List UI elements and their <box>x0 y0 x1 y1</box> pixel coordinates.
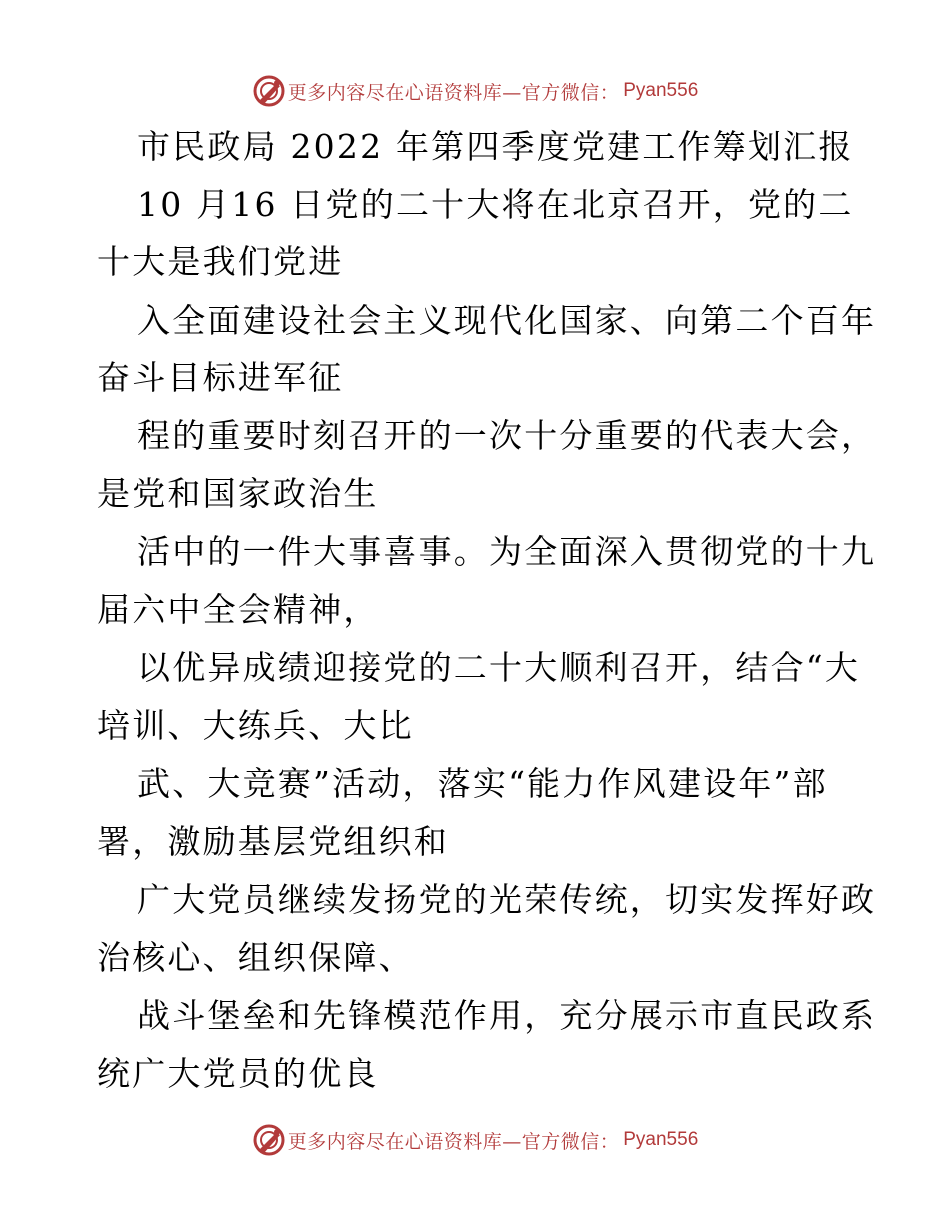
paragraph-line: 战斗堡垒和先锋模范作用，充分展示市直民政系 <box>137 996 877 1035</box>
header-watermark-banner <box>0 71 950 111</box>
paragraph-line: 入全面建设社会主义现代化国家、向第二个百年 <box>137 301 877 340</box>
header-wechat-id: Pyan556 <box>623 80 699 101</box>
paragraph-line: 程的重要时刻召开的一次十分重要的代表大会， <box>137 416 877 455</box>
paragraph-line: 署，激励基层党组织和 <box>97 822 449 861</box>
paragraph-line: 是党和国家政治生 <box>97 474 379 513</box>
paragraph-line: 以优异成绩迎接党的二十大顺利召开，结合“大 <box>137 648 861 687</box>
document-title: 市民政局 2022 年第四季度党建工作筹划汇报 <box>137 127 854 166</box>
paragraph-line: 统广大党员的优良 <box>97 1054 379 1093</box>
header-banner-text: 更多内容尽在心语资料库—官方微信： <box>287 81 620 104</box>
paragraph-line: 奋斗目标进军征 <box>97 358 344 397</box>
paragraph-line: 培训、大练兵、大比 <box>97 706 414 745</box>
footer-banner-text: 更多内容尽在心语资料库—官方微信： <box>287 1130 620 1153</box>
paragraph-line: 活中的一件大事喜事。为全面深入贯彻党的十九 <box>137 532 877 571</box>
paragraph-line: 治核心、组织保障、 <box>97 938 414 977</box>
paragraph-line: 武、大竞赛”活动，落实“能力作风建设年”部 <box>137 764 828 803</box>
paragraph-line: 届六中全会精神， <box>97 590 379 629</box>
brand-logo-icon <box>252 1123 286 1157</box>
brand-logo-icon <box>252 74 286 108</box>
paragraph-line: 广大党员继续发扬党的光荣传统，切实发挥好政 <box>137 880 877 919</box>
footer-watermark-banner <box>0 1120 950 1160</box>
paragraph-line: 10 月16 日党的二十大将在北京召开，党的二 <box>137 185 854 224</box>
footer-wechat-id: Pyan556 <box>623 1129 699 1150</box>
paragraph-line: 十大是我们党进 <box>97 242 344 281</box>
